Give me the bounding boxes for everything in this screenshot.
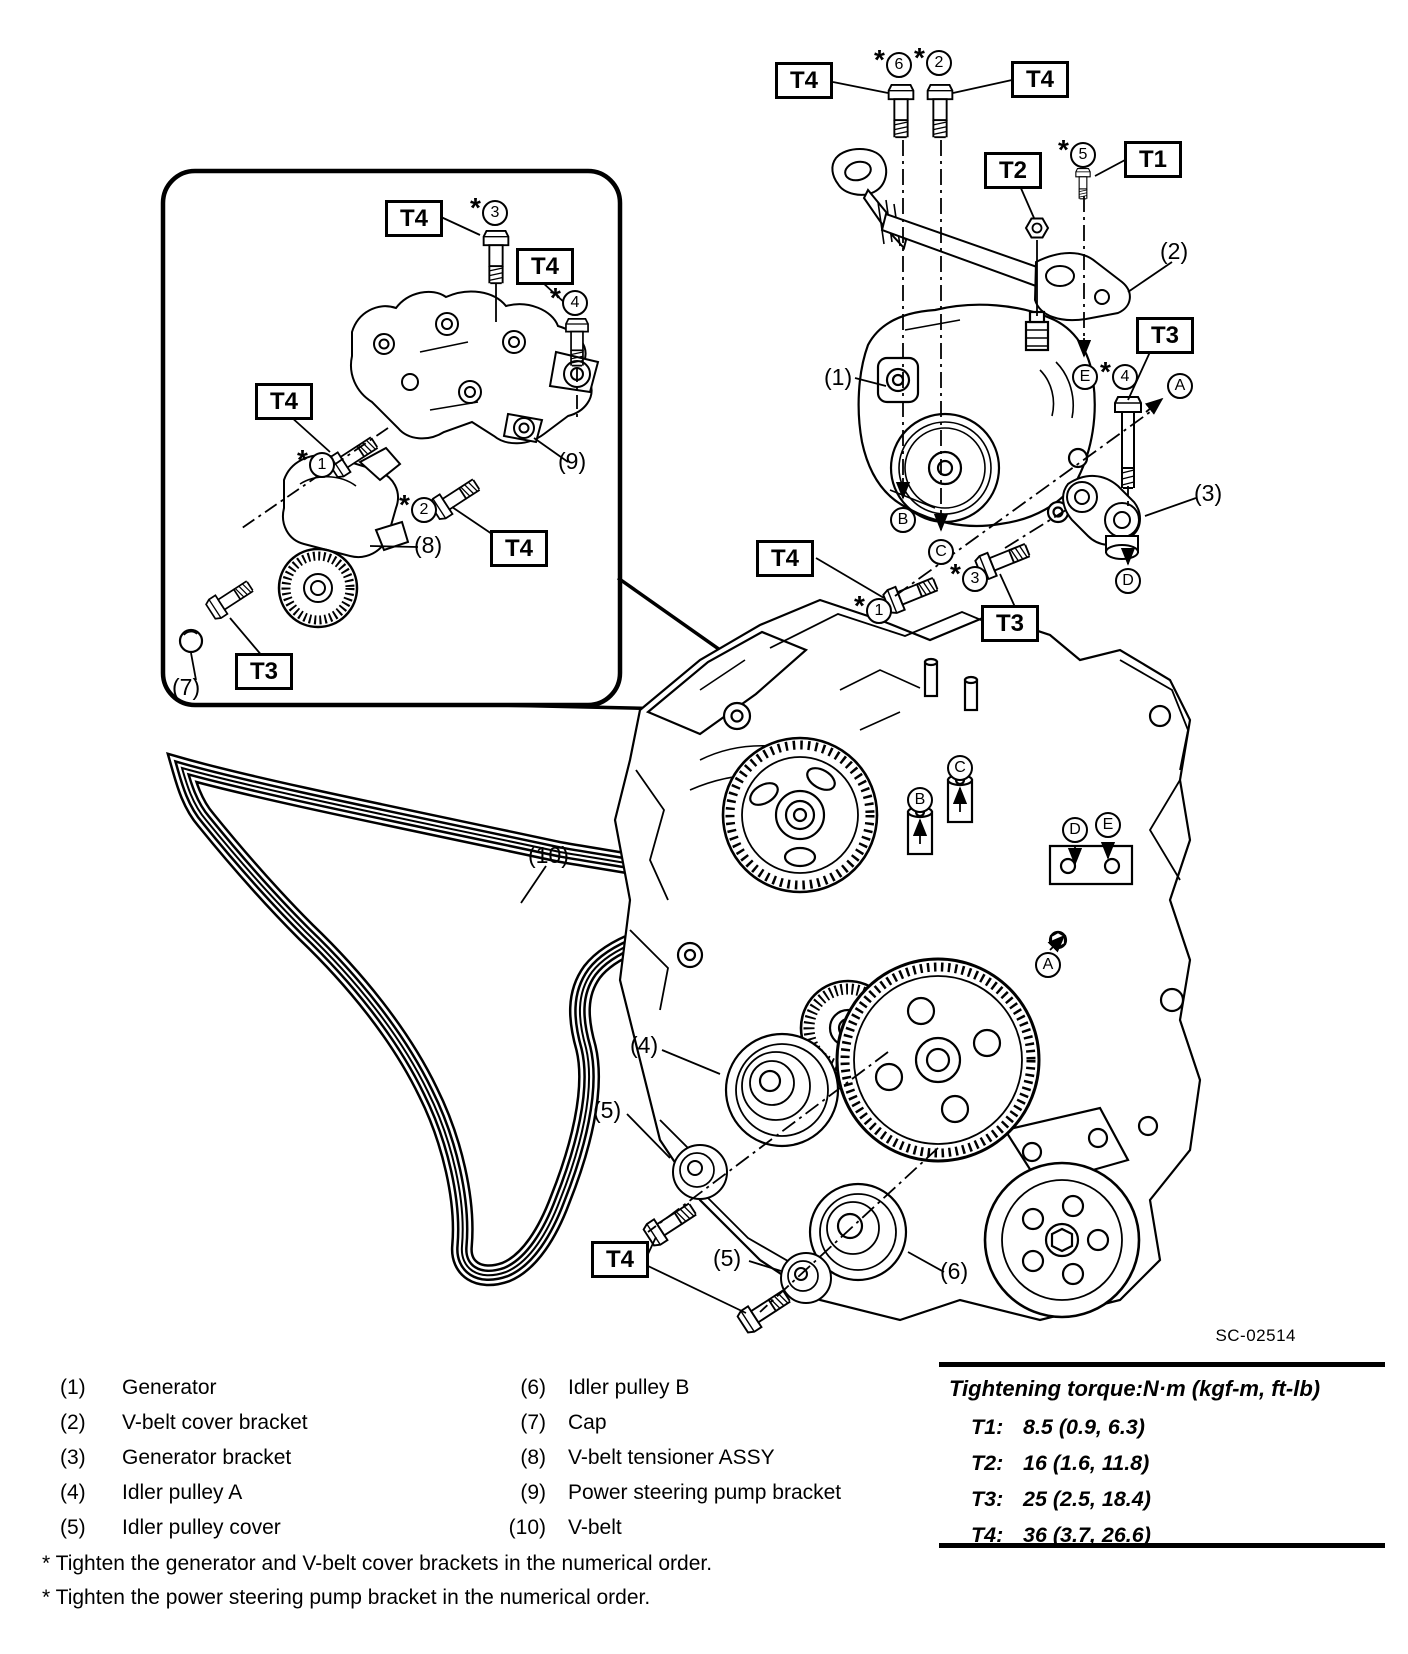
position-letter-a-engine: A [1035, 952, 1061, 978]
position-letter-c-top: C [928, 539, 954, 565]
torque-row-t3: T3: 25 (2.5, 18.4) [971, 1487, 1151, 1511]
order-marker-2-top: * 2 [914, 50, 952, 76]
position-letter-c-engine: C [947, 755, 973, 781]
callout-cap: (7) [172, 674, 201, 700]
torque-table-title: Tightening torque:N·m (kgf-m, ft-lb) [949, 1376, 1321, 1401]
crank-pulley [837, 959, 1039, 1161]
legend-left-column [60, 1376, 308, 1551]
order-marker-2-inset: * 2 [399, 497, 437, 523]
callout-idler-pulley-a: (4) [630, 1032, 659, 1058]
torque-box-t3-inset: T3 [235, 653, 293, 690]
engine-drawing [615, 600, 1200, 1320]
torque-box-t4-bottom: T4 [591, 1241, 649, 1278]
torque-box-t4-inset-2: T4 [516, 248, 574, 285]
order-marker-1-main: * 1 [854, 598, 892, 624]
footnote-2: * Tighten the power steering pump bracket in the numerical order. [42, 1586, 651, 1609]
legend-item: (4) Idler pulley A [60, 1481, 243, 1504]
legend-item: (6) Idler pulley B [520, 1376, 690, 1399]
order-marker-5: * 5 [1058, 142, 1096, 168]
bolt-4-main [1115, 397, 1141, 488]
water-pump-pulley [985, 1163, 1139, 1317]
position-letter-e-engine: E [1095, 812, 1121, 838]
idler-pulley-a-drawing [726, 1034, 838, 1146]
torque-box-t4-inset-4: T4 [490, 530, 548, 567]
position-letter-b-top: B [890, 507, 916, 533]
torque-box-t4-inset-3: T4 [255, 383, 313, 420]
callout-ps-pump-bracket: (9) [558, 448, 587, 474]
callout-idler-pulley-cover-1: (5) [593, 1097, 622, 1123]
legend-item: (2) V-belt cover bracket [60, 1411, 308, 1434]
order-marker-6: * 6 [874, 52, 912, 78]
order-marker-3-inset: * 3 [470, 200, 508, 226]
idler-bolt-1 [642, 1199, 699, 1248]
torque-box-t4-inset-1: T4 [385, 200, 443, 237]
nut-t2 [1026, 219, 1048, 238]
footnote-1: * Tighten the generator and V-belt cover brackets in the numerical order. [42, 1552, 713, 1575]
callout-v-belt-cover-bracket: (2) [1160, 238, 1189, 264]
legend-item: (1) Generator [60, 1376, 217, 1399]
torque-box-t4-top-right: T4 [1011, 61, 1069, 98]
legend-right-column [500, 1376, 841, 1551]
callout-generator: (1) [824, 364, 853, 390]
idler-pulley-cover-2-drawing [781, 1253, 831, 1303]
callout-tensioner: (8) [414, 532, 443, 558]
legend-item: (3) Generator bracket [60, 1446, 292, 1469]
order-marker-1-inset: * 1 [297, 452, 335, 478]
torque-row-t1: T1: 8.5 (0.9, 6.3) [971, 1415, 1145, 1439]
bolt-5-main [1076, 169, 1090, 199]
position-letter-e-top: E [1072, 364, 1098, 390]
callout-v-belt: (10) [528, 842, 569, 868]
torque-row-t2: T2: 16 (1.6, 11.8) [971, 1451, 1150, 1475]
generator-drawing [859, 305, 1095, 526]
cap-drawing [180, 630, 202, 652]
position-letter-b-engine: B [907, 787, 933, 813]
torque-table [939, 1362, 1385, 1548]
legend-item: (7) Cap [520, 1411, 607, 1434]
callout-generator-bracket: (3) [1194, 480, 1223, 506]
legend-item: (8) V-belt tensioner ASSY [520, 1446, 775, 1469]
idler-bolt-2 [736, 1286, 793, 1335]
order-marker-3-main: * 3 [950, 566, 988, 592]
callout-idler-pulley-cover-2: (5) [713, 1245, 742, 1271]
position-letter-a-top: A [1167, 373, 1193, 399]
power-steering-pulley [723, 738, 877, 892]
position-letter-d-top: D [1115, 568, 1141, 594]
bolt-6-main [889, 85, 914, 137]
legend-item: (9) Power steering pump bracket [520, 1481, 842, 1504]
torque-box-t2: T2 [984, 152, 1042, 189]
torque-row-t4: T4: 36 (3.7, 26.6) [971, 1523, 1151, 1547]
torque-box-t3-upper: T3 [1136, 317, 1194, 354]
idler-pulley-cover-1-drawing [673, 1145, 727, 1199]
figure-code: SC-02514 [1215, 1326, 1296, 1345]
callout-idler-pulley-b: (6) [940, 1258, 969, 1284]
position-letter-d-engine: D [1062, 817, 1088, 843]
order-marker-4-inset: * 4 [550, 290, 588, 316]
torque-box-t4-mid: T4 [756, 540, 814, 577]
legend-item: (5) Idler pulley cover [60, 1516, 281, 1539]
torque-box-t1: T1 [1124, 141, 1182, 178]
torque-box-t4-top-left: T4 [775, 62, 833, 99]
torque-box-t3-lower: T3 [981, 605, 1039, 642]
legend-item: (10) V-belt [508, 1516, 622, 1539]
order-marker-4-main: * 4 [1100, 364, 1138, 390]
bolt-2-main [928, 85, 953, 137]
